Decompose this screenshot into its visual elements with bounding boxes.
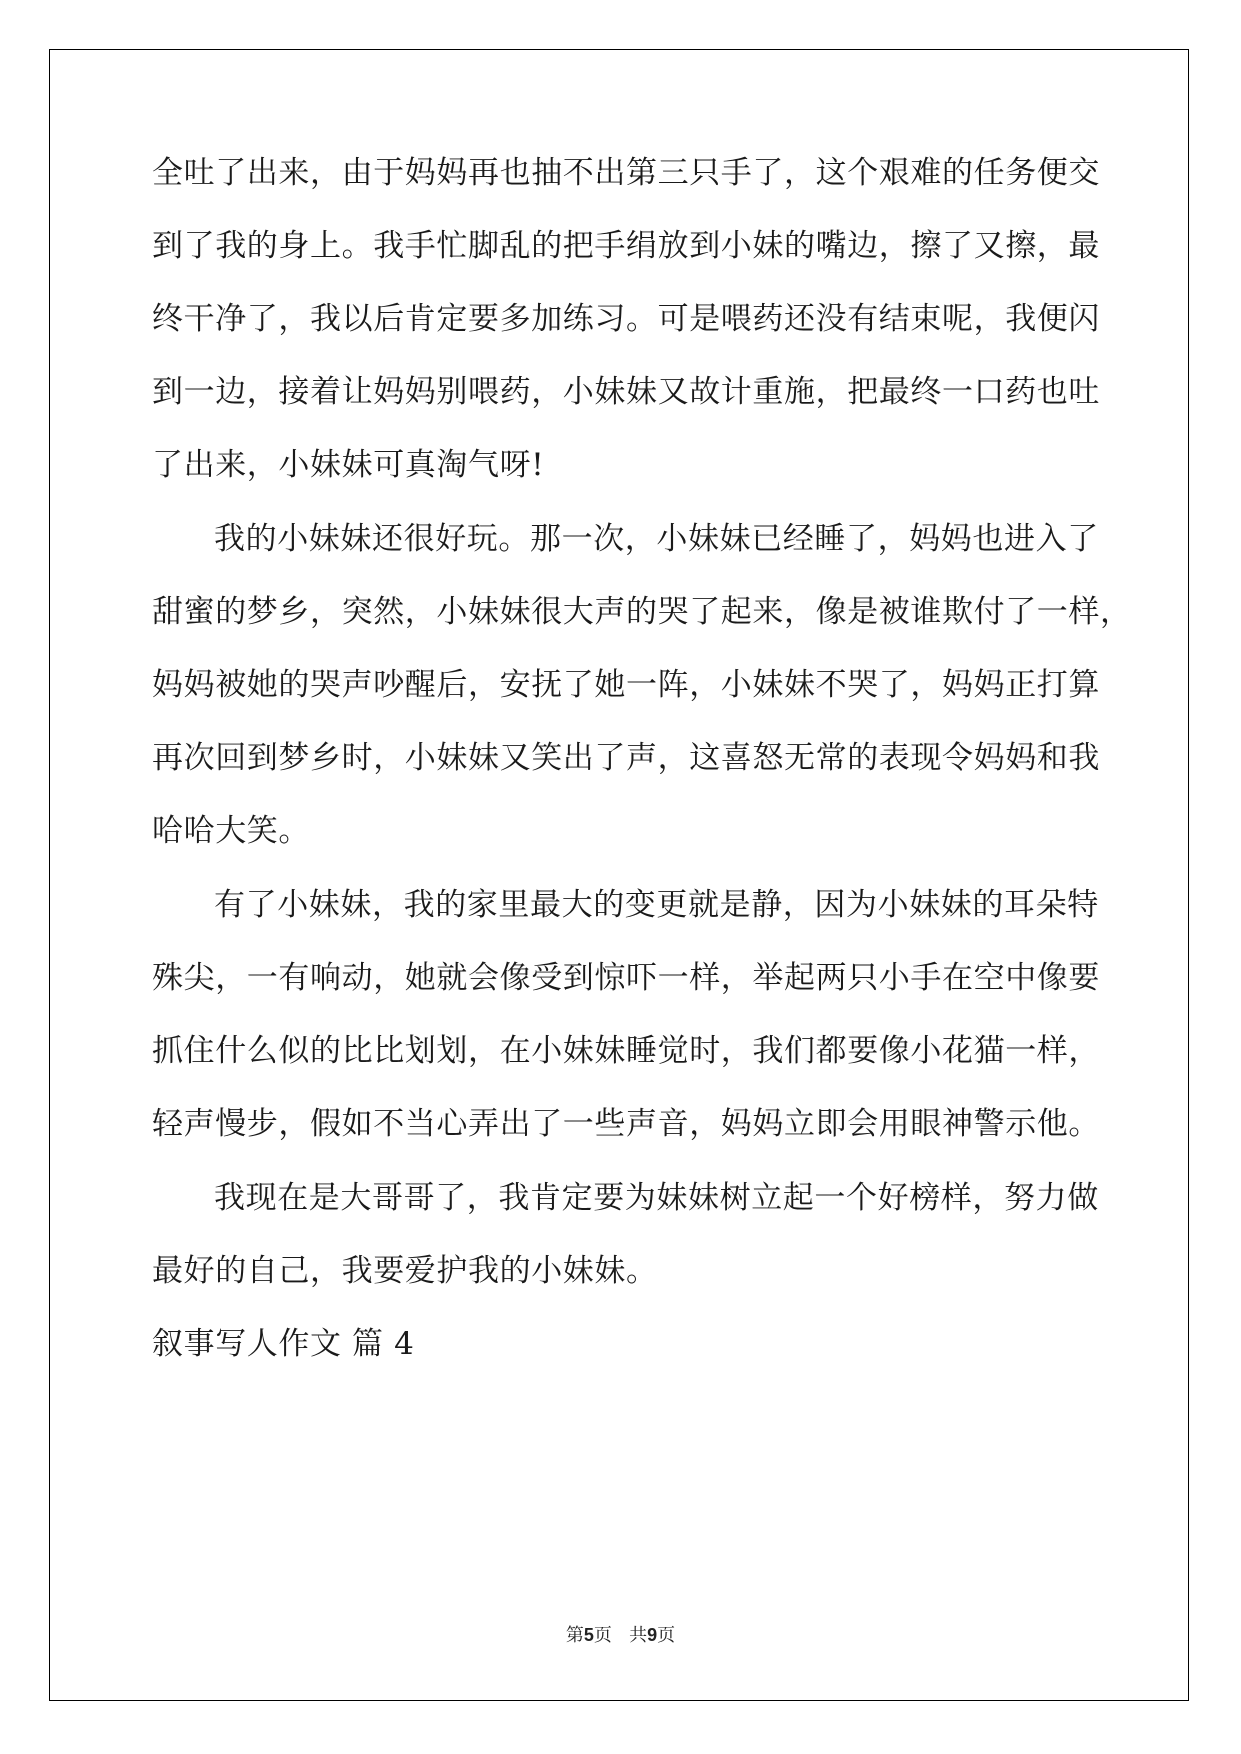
paragraph-start-line: 我现在是大哥哥了，我肯定要为妹妹树立起一个好榜样，努力做 xyxy=(214,1180,1099,1216)
total-page-number: 9 xyxy=(647,1625,658,1645)
text-line: 全吐了出来，由于妈妈再也抽不出第三只手了，这个艰难的任务便交 xyxy=(152,155,1100,191)
text-line: 甜蜜的梦乡，突然，小妹妹很大声的哭了起来，像是被谁欺付了一样， xyxy=(152,594,1132,630)
text-line: 再次回到梦乡时，小妹妹又笑出了声，这喜怒无常的表现令妈妈和我 xyxy=(152,740,1100,776)
text-line: 最好的自己，我要爱护我的小妹妹。 xyxy=(152,1253,658,1289)
page-prefix: 第 xyxy=(565,1625,584,1646)
paragraph-start-line: 我的小妹妹还很好玩。那一次，小妹妹已经睡了，妈妈也进入了 xyxy=(214,521,1099,557)
page-footer xyxy=(0,1623,1241,1648)
text-line: 到了我的身上。我手忙脚乱的把手绢放到小妹的嘴边，擦了又擦，最 xyxy=(152,228,1100,264)
text-line: 抓住什么似的比比划划，在小妹妹睡觉时，我们都要像小花猫一样， xyxy=(152,1033,1100,1069)
page-suffix: 页 xyxy=(657,1625,676,1646)
text-line: 了出来，小妹妹可真淘气呀! xyxy=(152,447,545,483)
section-heading: 叙事写人作文 篇 4 xyxy=(152,1326,415,1362)
current-page-number: 5 xyxy=(583,1625,594,1645)
text-line: 殊尖，一有响动，她就会像受到惊吓一样，举起两只小手在空中像要 xyxy=(152,960,1100,996)
page-separator: 页 共 xyxy=(593,1625,648,1646)
paragraph-start-line: 有了小妹妹，我的家里最大的变更就是静，因为小妹妹的耳朵特 xyxy=(214,887,1099,923)
text-line: 妈妈被她的哭声吵醒后，安抚了她一阵，小妹妹不哭了，妈妈正打算 xyxy=(152,667,1100,703)
text-line: 终干净了，我以后肯定要多加练习。可是喂药还没有结束呢，我便闪 xyxy=(152,301,1100,337)
text-line: 哈哈大笑。 xyxy=(152,813,310,849)
page-border xyxy=(49,49,1189,1701)
text-line: 到一边，接着让妈妈别喂药，小妹妹又故计重施，把最终一口药也吐 xyxy=(152,374,1100,410)
text-line: 轻声慢步，假如不当心弄出了一些声音，妈妈立即会用眼神警示他。 xyxy=(152,1106,1100,1142)
